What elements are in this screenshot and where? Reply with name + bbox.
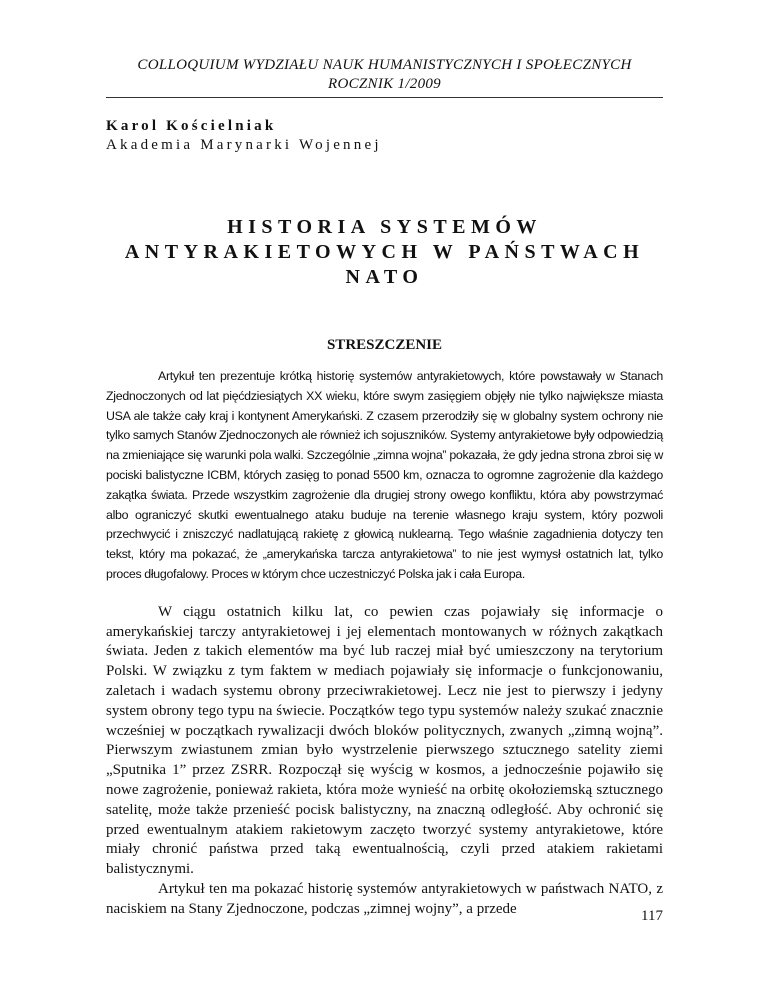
journal-volume: ROCZNIK 1/2009 [328, 76, 441, 92]
body-paragraph-1: W ciągu ostatnich kilku lat, co pewien czas pojawiały się informacje o amerykańskiej tarczy antyrakietowej i jej elementach montowanych w różnych zakątkach świata. Jeden z takich elementów ma być lub raczej miał być umieszczony na terytorium Polski. W związku z tym faktem w mediach pojawiały się informacje o funkcjonowaniu, zaletach i wadach systemu obrony przeciwrakietowej. Lecz nie jest to pierwszy i jedyny system obrony tego typu na świecie. Początków tego typu systemów należy szukać znacznie wcześniej w początkach rywalizacji dwóch bloków politycznych, zwanych „zimną wojną”. Pierwszym zwiastunem zmian było wystrzelenie pierwszego sztucznego satelity ziemi „Sputnika 1” przez ZSRR. Rozpoczął się wyścig w kosmos, a jednocześnie pojawiło się nowe zagrożenie, ponieważ rakieta, która może wynieść na orbitę okołoziemską sztucznego satelitę, może także przenieść pocisk balistyczny, na znaczną odległość. Aby ochronić się przed ewentualnym atakiem rakietowym zaczęto tworzyć systemy antyrakietowe, które miały chronić państwa przed taką ewentualnością, czyli przed atakiem rakietami balistycznymi. [106, 603, 663, 878]
abstract-text: Artykuł ten prezentuje krótką historię systemów antyrakietowych, które powstawały w Stanach Zjednoczonych od lat pięćdziesiątych XX wieku, które swym zasięgiem objęły nie tylko największe miasta USA ale także cały kraj i kontynent Amerykański. Z czasem przerodziły się w globalny system ochrony nie tylko samych Stanów Zjednoczonych ale również ich sojuszników. Systemy antyrakietowe były odpowiedzią na zmieniające się warunki pola walki. Szczególnie „zimna wojna” pokazała, że gdy jedna strona zbroi się w pociski balistyczne ICBM, których zasięg to ponad 5500 km, oznacza to ogromne zagrożenie dla każdego zakątka świata. Przede wszystkim zagrożenie dla drugiej strony owego konfliktu, która aby powstrzymać albo ograniczyć skutki ewentualnego ataku buduje na terenie własnego kraju system, który pozwoli przechwycić i zniszczyć nadlatującą rakietę z głowicą nuklearną. Tego właśnie zagadnienia dotyczy ten tekst, który ma pokazać, że „amerykańska tarcza antyrakietowa” to nie jest wymysł ostatnich lat, tylko proces długofalowy. Proces w którym chce uczestniczyć Polska jak i cała Europa. [106, 369, 663, 581]
body-paragraph-2: Artykuł ten ma pokazać historię systemów antyrakietowych w państwach NATO, z naciskiem na Stany Zjednoczone, podczas „zimnej wojny”, a przede [106, 880, 663, 917]
article-title-line-2: ANTYRAKIETOWYCH W PAŃSTWACH NATO [124, 241, 645, 288]
author-affiliation: Akademia Marynarki Wojennej [106, 137, 382, 153]
author-block [106, 117, 663, 155]
author-name: Karol Kościelniak [106, 118, 277, 134]
body-text [106, 603, 663, 920]
article-title [106, 215, 663, 290]
article-title-line-1: HISTORIA SYSTEMÓW [227, 216, 542, 238]
journal-header [106, 56, 663, 98]
abstract-heading: STRESZCZENIE [326, 337, 443, 353]
page-number: 117 [641, 908, 663, 924]
journal-title: COLLOQUIUM WYDZIAŁU NAUK HUMANISTYCZNYCH I SPOŁECZNYCH [137, 57, 632, 73]
